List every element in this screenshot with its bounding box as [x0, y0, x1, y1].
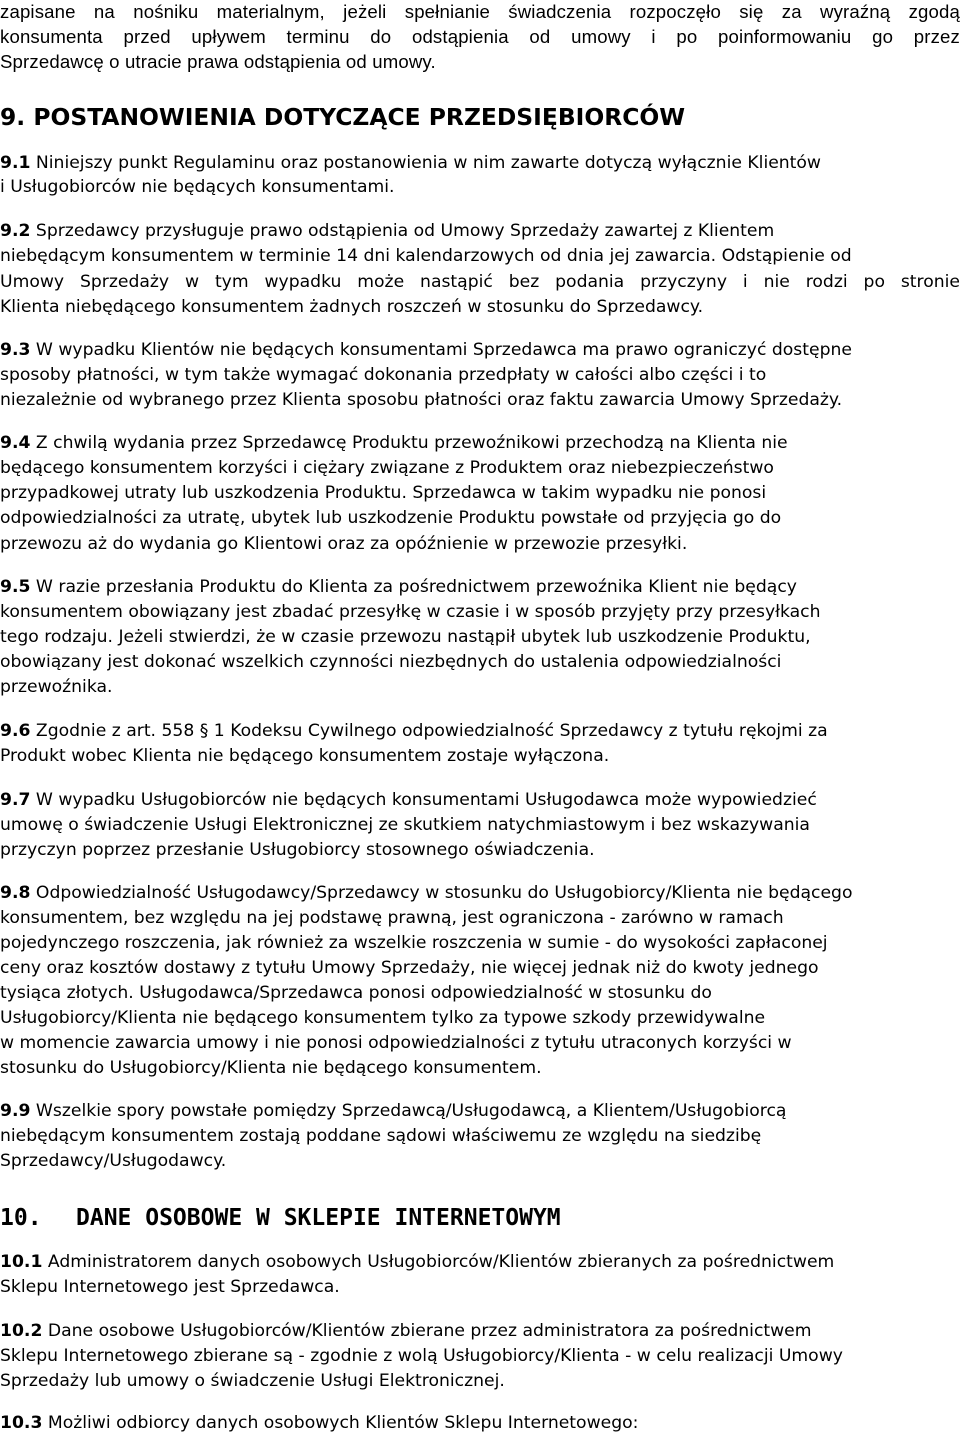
- paragraph-9-9: [0, 1099, 786, 1123]
- intro-line: zapisane na nośniku materialnym, jeżeli spełnianie świadczenia rozpoczęło się za wyraźną zgodą: [0, 1, 960, 22]
- paragraph-line: tego rodzaju. Jeżeli stwierdzi, że w czasie przewozu nastąpił ubytek lub uszkodzenie Produktu,: [0, 627, 811, 647]
- paragraph-text: Z chwilą wydania przez Sprzedawcę Produktu przewoźnikowi przechodzą na Klienta nie: [30, 433, 788, 453]
- paragraph-line: Umowy Sprzedaży w tym wypadku może nastąpić bez podania przyczyny i nie rodzi po stronie: [0, 272, 960, 292]
- paragraph-9-7: [0, 788, 817, 812]
- paragraph-line: ceny oraz kosztów dostawy z tytułu Umowy Sprzedaży, nie więcej jednak niż do kwoty jednego: [0, 958, 819, 978]
- paragraph-text: Dane osobowe Usługobiorców/Klientów zbierane przez administratora za pośrednictwem: [42, 1321, 812, 1341]
- paragraph-line: będącego konsumentem korzyści i ciężary związane z Produktem oraz niebezpieczeństwo: [0, 458, 774, 478]
- paragraph-line: Usługobiorcy/Klienta nie będącego konsumentem tylko za typowe szkody przewidywalne: [0, 1008, 766, 1028]
- paragraph-number: 9.5: [0, 577, 31, 597]
- intro-line: konsumenta przed upływem terminu do odstąpienia od umowy i po poinformowaniu go przez: [0, 26, 960, 47]
- paragraph-line: Sklepu Internetowego zbierane są - zgodnie z wolą Usługobiorcy/Klienta - w celu realizacji Umowy: [0, 1346, 843, 1366]
- paragraph-number: 9.8: [0, 883, 31, 903]
- paragraph-text: Możliwi odbiorcy danych osobowych Klientów Sklepu Internetowego:: [42, 1413, 639, 1433]
- paragraph-line: konsumentem, bez względu na jej podstawę prawną, jest ograniczona - zarówno w ramach: [0, 908, 784, 928]
- paragraph-text: Zgodnie z art. 558 § 1 Kodeksu Cywilnego odpowiedzialność Sprzedawcy z tytułu rękojmi za: [30, 721, 828, 741]
- paragraph-text: W wypadku Usługobiorców nie będących konsumentami Usługodawca może wypowiedzieć: [30, 790, 817, 810]
- paragraph-number: 10.3: [0, 1413, 43, 1433]
- paragraph-number: 9.2: [0, 221, 31, 241]
- paragraph-number: 9.9: [0, 1101, 31, 1121]
- paragraph-10-2: [0, 1319, 812, 1343]
- paragraph-number: 9.3: [0, 340, 31, 360]
- paragraph-number: 10.2: [0, 1321, 43, 1341]
- paragraph-line: pojedynczego roszczenia, jak również za wszelkie roszczenia w sumie - do wysokości zapłaconej: [0, 933, 828, 953]
- paragraph-text: Wszelkie spory powstałe pomiędzy Sprzedawcą/Usługodawcą, a Klientem/Usługobiorcą: [30, 1101, 787, 1121]
- paragraph-line: odpowiedzialności za utratę, ubytek lub uszkodzenie Produktu powstałe od przyjęcia go do: [0, 508, 782, 528]
- paragraph-text: Sprzedawcy przysługuje prawo odstąpienia od Umowy Sprzedaży zawartej z Klientem: [30, 221, 775, 241]
- paragraph-line: w momencie zawarcia umowy i nie ponosi odpowiedzialności z tytułu utraconych korzyści w: [0, 1033, 792, 1053]
- paragraph-text: W wypadku Klientów nie będących konsumentami Sprzedawca ma prawo ograniczyć dostępne: [30, 340, 852, 360]
- paragraph-9-1: [0, 151, 821, 175]
- paragraph-line: przewoźnika.: [0, 677, 113, 697]
- paragraph-line: [0, 244, 852, 268]
- paragraph-10-1: [0, 1250, 834, 1274]
- paragraph-line: Klienta niebędącego konsumentem żadnych roszczeń w stosunku do Sprzedawcy.: [0, 297, 704, 317]
- section-10-number: 10.: [0, 1205, 42, 1231]
- paragraph-9-6: [0, 719, 828, 743]
- section-10-heading: [0, 1202, 561, 1234]
- paragraph-9-3: [0, 338, 852, 362]
- paragraph-line: Sprzedaży lub umowy o świadczenie Usługi Elektronicznej.: [0, 1371, 505, 1391]
- paragraph-line: Produkt wobec Klienta nie będącego konsumentem zostaje wyłączona.: [0, 746, 610, 766]
- section-9-title: POSTANOWIENIA DOTYCZĄCE PRZEDSIĘBIORCÓW: [33, 103, 686, 131]
- paragraph-line: tysiąca złotych. Usługodawca/Sprzedawca ponosi odpowiedzialność w stosunku do: [0, 983, 712, 1003]
- section-10-title: DANE OSOBOWE W SKLEPIE INTERNETOWYM: [76, 1205, 561, 1231]
- paragraph-text: W razie przesłania Produktu do Klienta za pośrednictwem przewoźnika Klient nie będący: [30, 577, 797, 597]
- paragraph-line: stosunku do Usługobiorcy/Klienta nie będącego konsumentem.: [0, 1058, 542, 1078]
- paragraph-number: 9.4: [0, 433, 31, 453]
- paragraph-line: Sklepu Internetowego jest Sprzedawca.: [0, 1277, 340, 1297]
- paragraph-line: niebędącym konsumentem zostają poddane sądowi właściwemu ze względu na siedzibę: [0, 1126, 762, 1146]
- paragraph-text: Administratorem danych osobowych Usługobiorców/Klientów zbieranych za pośrednictwem: [42, 1252, 835, 1272]
- paragraph-line: przyczyn poprzez przesłanie Usługobiorcy stosownego oświadczenia.: [0, 840, 595, 860]
- paragraph-line: konsumentem obowiązany jest zbadać przesyłkę w czasie i w sposób przyjęty przy przesyłkach: [0, 602, 821, 622]
- section-9-heading: [0, 102, 685, 132]
- paragraph-9-4: [0, 431, 788, 455]
- paragraph-10-3: [0, 1411, 638, 1435]
- paragraph-line: obowiązany jest dokonać wszelkich czynności niezbędnych do ustalenia odpowiedzialności: [0, 652, 782, 672]
- paragraph-number: 9.7: [0, 790, 31, 810]
- paragraph-text: Odpowiedzialność Usługodawcy/Sprzedawcy w stosunku do Usługobiorcy/Klienta nie będącego: [30, 883, 853, 903]
- paragraph-9-2: [0, 219, 774, 243]
- paragraph-number: 10.1: [0, 1252, 43, 1272]
- section-9-number: 9.: [0, 103, 26, 131]
- paragraph-line: umowę o świadczenie Usługi Elektronicznej ze skutkiem natychmiastowym i bez wskazywania: [0, 815, 810, 835]
- paragraph-text: Niniejszy punkt Regulaminu oraz postanowienia w nim zawarte dotyczą wyłącznie Klientów: [30, 153, 821, 173]
- paragraph-9-5: [0, 575, 797, 599]
- paragraph-number: 9.6: [0, 721, 31, 741]
- paragraph-line: Sprzedawcy/Usługodawcy.: [0, 1151, 227, 1171]
- paragraph-line: niezależnie od wybranego przez Klienta sposobu płatności oraz faktu zawarcia Umowy Sprzedaży.: [0, 390, 843, 410]
- paragraph-line: i Usługobiorców nie będących konsumentami.: [0, 177, 395, 197]
- paragraph-text: Odstąpienie od: [716, 246, 852, 266]
- paragraph-line: przewozu aż do wydania go Klientowi oraz za opóźnienie w przewozie przesyłki.: [0, 534, 688, 554]
- paragraph-line: przypadkowej utraty lub uszkodzenia Produktu. Sprzedawca w takim wypadku nie ponosi: [0, 483, 767, 503]
- paragraph-number: 9.1: [0, 153, 31, 173]
- intro-line: Sprzedawcę o utracie prawa odstąpienia od umowy.: [0, 51, 436, 72]
- paragraph-line: sposoby płatności, w tym także wymagać dokonania przedpłaty w całości albo części i to: [0, 365, 767, 385]
- paragraph-text: niebędącym konsumentem w terminie 14 dni kalendarzowych od dnia jej zawarcia.: [0, 246, 717, 266]
- paragraph-9-8: [0, 881, 852, 905]
